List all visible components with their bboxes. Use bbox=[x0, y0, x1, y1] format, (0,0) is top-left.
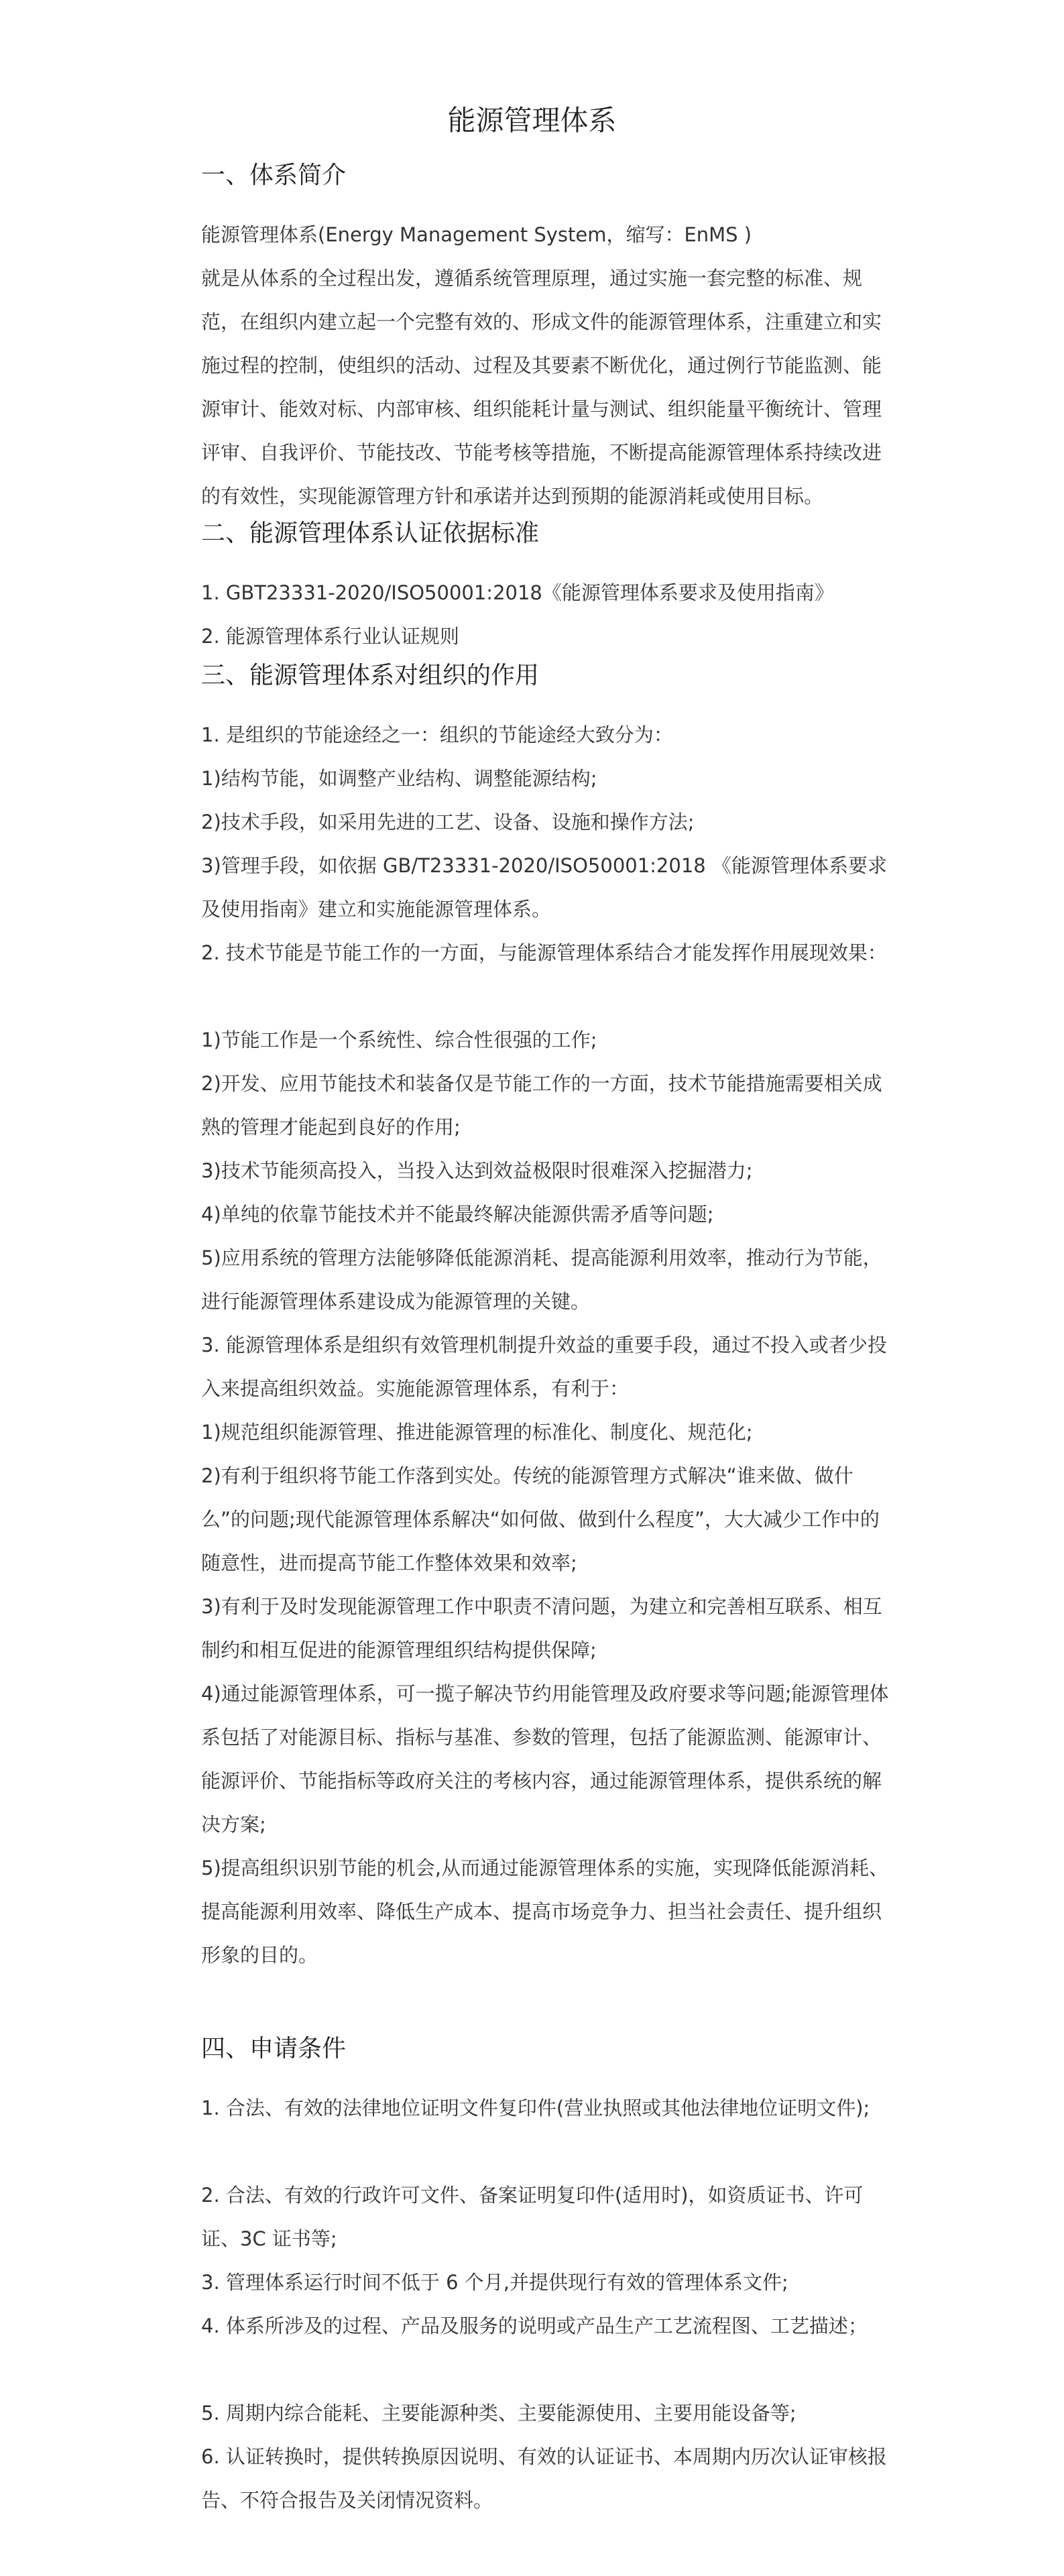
requirement-item: 1. 合法、有效的法律地位证明文件复印件(营业执照或其他法律地位证明文件); bbox=[201, 2097, 870, 2119]
standards-item-2: 2. 能源管理体系行业认证规则 bbox=[201, 625, 459, 648]
section-heading-intro: 一、体系简介 bbox=[201, 162, 347, 189]
section-heading-requirements: 四、申请条件 bbox=[201, 2035, 347, 2062]
requirement-item: 4. 体系所涉及的过程、产品及服务的说明或产品生产工艺流程图、工艺描述； bbox=[201, 2315, 868, 2337]
role-paragraph: 2)有利于组织将节能工作落到实处。传统的能源管理方式解决“谁来做、做什么”的问题;现代能源管理体系解决“如何做、做到什么程度”，大大减少工作中的随意性，进而提高节能工作整体效果和效率; bbox=[201, 1464, 880, 1574]
role-paragraph: 2)开发、应用节能技术和装备仅是节能工作的一方面，技术节能措施需要相关成熟的管理才能起到良好的作用; bbox=[201, 1072, 882, 1138]
role-paragraph: 5)应用系统的管理方法能够降低能源消耗、提高能源利用效率，推动行为节能，进行能源管理体系建设成为能源管理的关键。 bbox=[201, 1246, 882, 1313]
role-paragraph: 5)提高组织识别节能的机会,从而通过能源管理体系的实施，实现降低能源消耗、提高能源利用效率、降低生产成本、提高市场竞争力、担当社会责任、提升组织形象的目的。 bbox=[201, 1857, 888, 1967]
role-paragraph: 2)技术手段，如采用先进的工艺、设备、设施和操作方法; bbox=[201, 811, 695, 833]
page-title: 能源管理体系 bbox=[447, 104, 617, 137]
role-paragraph: 3)技术节能须高投入，当投入达到效益极限时很难深入挖掘潜力; bbox=[201, 1159, 753, 1182]
role-paragraph: 1)结构节能，如调整产业结构、调整能源结构; bbox=[201, 767, 597, 790]
role-paragraph: 3. 能源管理体系是组织有效管理机制提升效益的重要手段，通过不投入或者少投入来提高组织效益。实施能源管理体系，有利于： bbox=[201, 1334, 887, 1400]
paragraph-intro-description: 就是从体系的全过程出发，遵循系统管理原理，通过实施一套完整的标准、规范，在组织内建立起一个完整有效的、形成文件的能源管理体系，注重建立和实施过程的控制，使组织的活动、过程及其要素不断优化，通过例行节能监测、能源审计、能效对标、内部审核、组织能耗计量与测试、组织能量平衡统计、管理评审、自我评价、节能技改、节能考核等措施，不断提高能源管理体系持续改进的有效性，实现能源管理方针和承诺并达到预期的能源消耗或使用目标。 bbox=[201, 267, 882, 508]
role-paragraph: 3)有利于及时发现能源管理工作中职责不清问题，为建立和完善相互联系、相互制约和相互促进的能源管理组织结构提供保障; bbox=[201, 1595, 882, 1661]
section-heading-role: 三、能源管理体系对组织的作用 bbox=[201, 662, 540, 689]
standards-item-1: 1. GBT23331-2020/ISO50001:2018《能源管理体系要求及使用指南》 bbox=[201, 581, 834, 604]
role-paragraph: 2. 技术节能是节能工作的一方面，与能源管理体系结合才能发挥作用展现效果： bbox=[201, 941, 887, 964]
role-paragraph: 3)管理手段，如依据 GB/T23331-2020/ISO50001:2018 《能源管理体系要求及使用指南》建立和实施能源管理体系。 bbox=[201, 854, 887, 921]
role-paragraph: 1)规范组织能源管理、推进能源管理的标准化、制度化、规范化; bbox=[201, 1421, 753, 1444]
requirement-item: 5. 周期内综合能耗、主要能源种类、主要能源使用、主要用能设备等; bbox=[201, 2402, 796, 2424]
role-paragraph: 4)单纯的依靠节能技术并不能最终解决能源供需矛盾等问题; bbox=[201, 1203, 714, 1226]
paragraph-intro-definition: 能源管理体系(Energy Management System，缩写：EnMS ) bbox=[201, 223, 752, 246]
role-paragraph: 1)节能工作是一个系统性、综合性很强的工作; bbox=[201, 1029, 597, 1051]
requirement-item: 3. 管理体系运行时间不低于 6 个月,并提供现行有效的管理体系文件; bbox=[201, 2271, 788, 2294]
requirement-item: 2. 合法、有效的行政许可文件、备案证明复印件(适用时)，如资质证书、许可证、3C 证书等; bbox=[201, 2184, 864, 2250]
requirement-item: 6. 认证转换时，提供转换原因说明、有效的认证证书、本周期内历次认证审核报告、不符合报告及关闭情况资料。 bbox=[201, 2445, 887, 2512]
role-paragraph: 1. 是组织的节能途经之一：组织的节能途经大致分为： bbox=[201, 723, 673, 746]
section-heading-standards: 二、能源管理体系认证依据标准 bbox=[201, 520, 540, 547]
role-paragraph: 4)通过能源管理体系，可一揽子解决节约用能管理及政府要求等问题;能源管理体系包括了对能源目标、指标与基准、参数的管理，包括了能源监测、能源审计、能源评价、节能指标等政府关注的考核内容，通过能源管理体系，提供系统的解决方案; bbox=[201, 1682, 889, 1836]
